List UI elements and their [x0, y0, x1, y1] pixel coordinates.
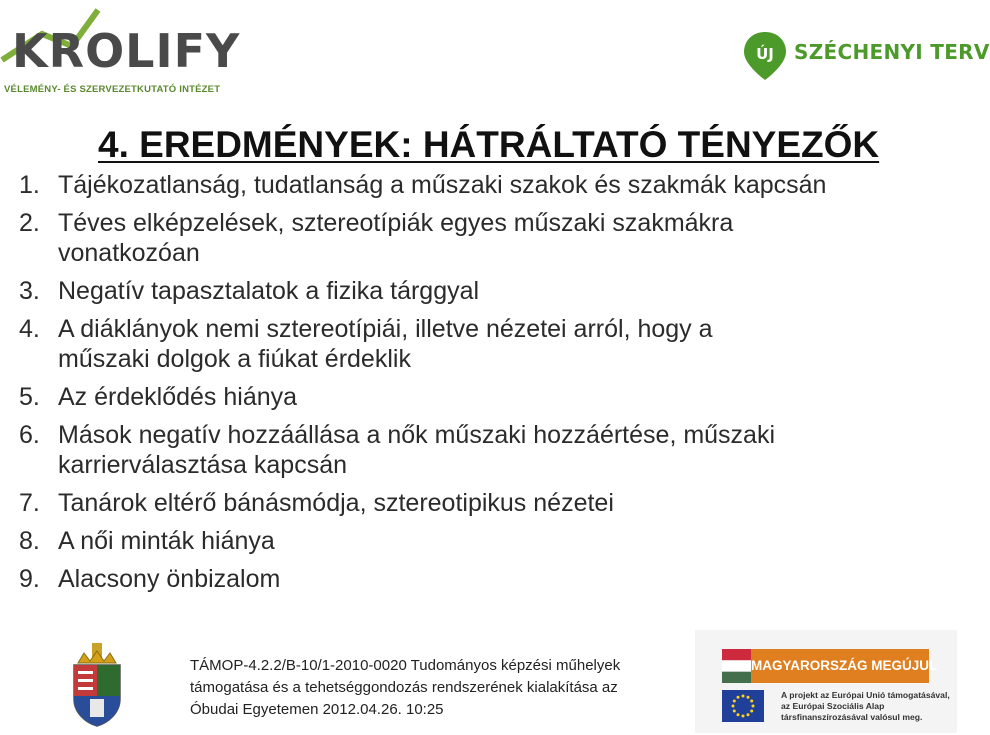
eu-text-line: az Európai Szociális Alap [781, 701, 885, 711]
item-number: 2. [19, 209, 40, 237]
eu-text-line: társfinanszírozásával valósul meg. [781, 712, 923, 722]
list-item [19, 488, 919, 518]
obuda-crest-icon [70, 641, 124, 727]
uj-pin-icon [742, 30, 788, 82]
list-item [19, 526, 919, 556]
item-number: 3. [19, 277, 40, 305]
list-item [19, 170, 919, 200]
list-item [19, 420, 919, 480]
item-text: Az érdeklődés hiánya [58, 383, 298, 411]
footer-project-info [190, 655, 620, 721]
eu-funding-text [781, 690, 950, 723]
krolify-tagline: VÉLEMÉNY- ÉS SZERVEZETKUTATÓ INTÉZET [4, 84, 221, 95]
item-text: Alacsony önbizalom [58, 565, 281, 593]
item-text: Mások negatív hozzáállása a nők műszaki hozzáértése, műszaki [58, 421, 776, 449]
item-text: Negatív tapasztalatok a fizika tárggyal [58, 277, 480, 305]
item-number: 8. [19, 527, 40, 555]
item-text: A női minták hiánya [58, 527, 275, 555]
item-text-continued: vonatkozóan [58, 239, 200, 267]
item-number: 1. [19, 171, 40, 199]
item-text: Tájékozatlanság, tudatlanság a műszaki szakok és szakmák kapcsán [58, 171, 827, 199]
list-item [19, 314, 919, 374]
list-item [19, 382, 919, 412]
item-number: 5. [19, 383, 40, 411]
item-number: 9. [19, 565, 40, 593]
list-item [19, 564, 919, 594]
szechenyi-terv-logo [742, 30, 990, 82]
item-text: A diáklányok nemi sztereotípiái, illetve nézetei arról, hogy a [58, 315, 713, 343]
item-number: 6. [19, 421, 40, 449]
list-item [19, 208, 919, 268]
footer-line: Óbudai Egyetemen 2012.04.26. 10:25 [190, 701, 444, 718]
szechenyi-terv-text: SZÉCHENYI TERV [794, 40, 990, 64]
uj-badge-text: ÚJ [756, 45, 774, 63]
krolify-wordmark: KROLIFY [12, 24, 241, 78]
item-text-continued: karrierválasztása kapcsán [58, 451, 348, 479]
eu-flag-icon [722, 690, 764, 722]
krolify-logo [2, 2, 241, 95]
factor-list [19, 170, 919, 602]
footer-line: támogatása és a tehetséggondozás rendszerének kialakítása az [190, 679, 618, 696]
item-text-continued: műszaki dolgok a fiúkat érdeklik [58, 345, 411, 373]
footer-line: TÁMOP-4.2.2/B-10/1-2010-0020 Tudományos képzési műhelyek [190, 657, 621, 674]
item-number: 7. [19, 489, 40, 517]
magyarorszag-megujul-banner: MAGYARORSZÁG MEGÚJUL [751, 649, 929, 683]
slide-title: 4. EREDMÉNYEK: HÁTRÁLTATÓ TÉNYEZŐK [98, 124, 880, 165]
item-text: Tanárok eltérő bánásmódja, sztereotipikus nézetei [58, 489, 614, 517]
item-number: 4. [19, 315, 40, 343]
eu-text-line: A projekt az Európai Unió támogatásával, [781, 690, 950, 700]
item-text: Téves elképzelések, sztereotípiák egyes műszaki szakmákra [58, 209, 734, 237]
list-item [19, 276, 919, 306]
